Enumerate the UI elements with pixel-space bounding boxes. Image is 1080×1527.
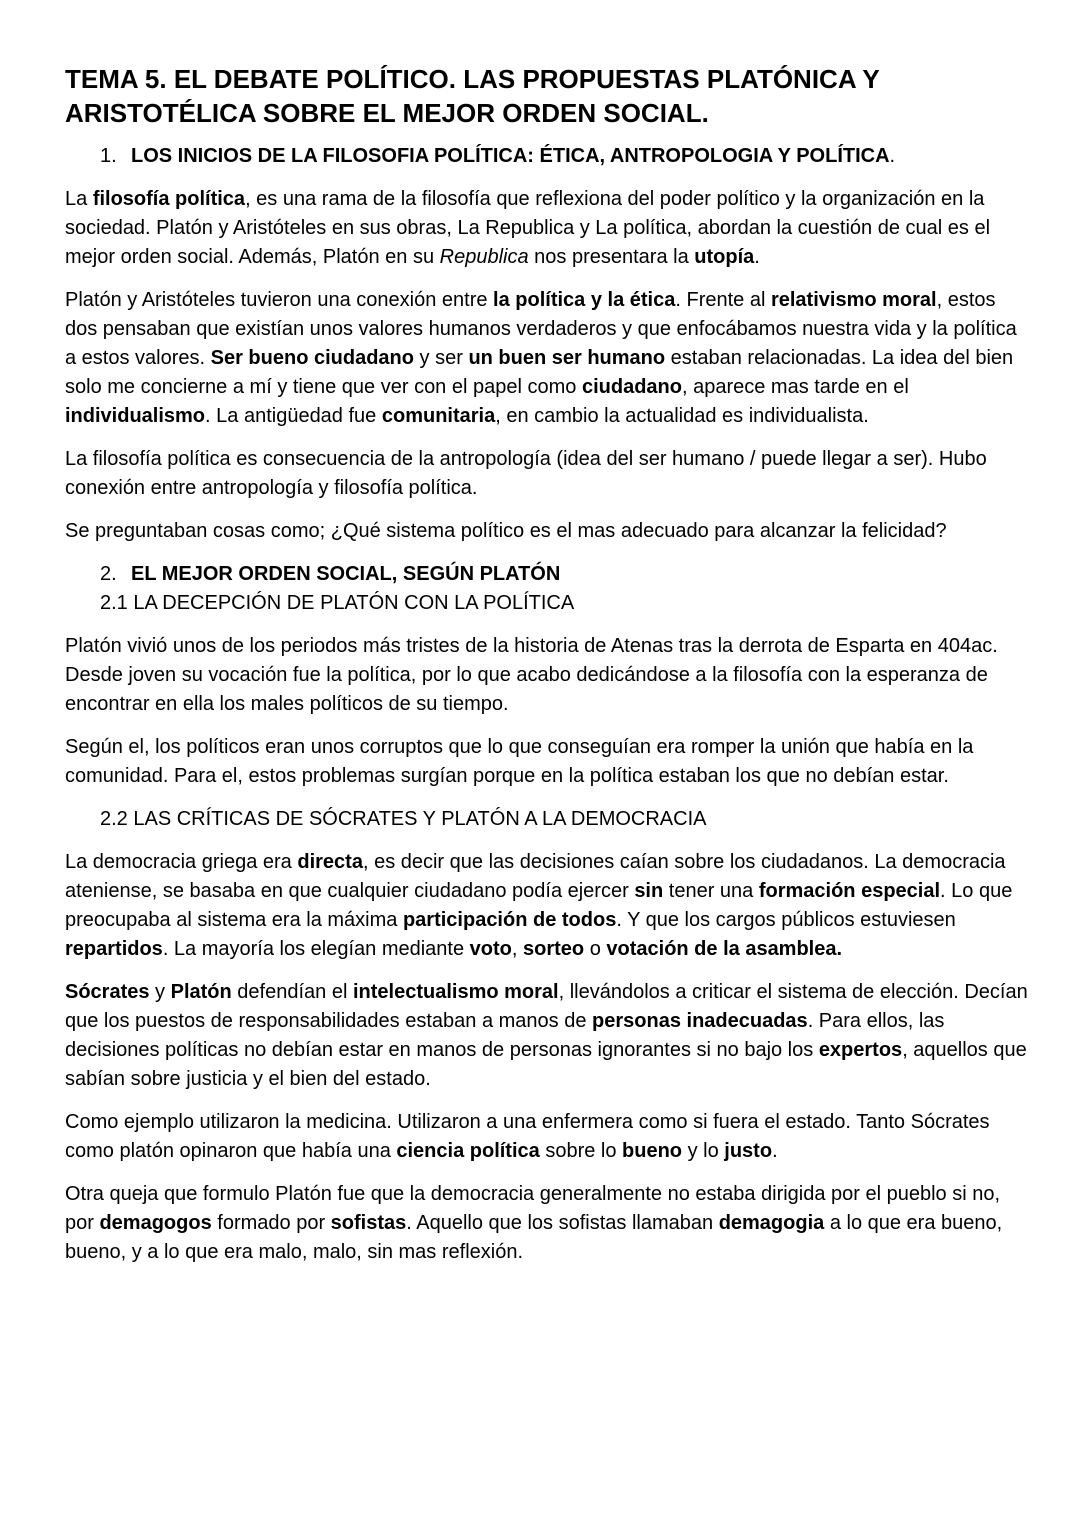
text-run: ,: [511, 938, 524, 960]
text-run: . Aquello que los sofistas llamaban: [406, 1212, 719, 1234]
text-run: nos presentara la: [528, 246, 695, 268]
text-run: y ser: [413, 347, 469, 369]
section-heading: [100, 560, 1030, 589]
text-run: y: [149, 981, 171, 1003]
bold-text: la política y la ética: [493, 289, 676, 311]
text-run: Como ejemplo utilizaron la medicina. Utilizaron a una enfermera como si fuera el estado. Tanto Sócrates como platón opinaron que había una: [65, 1111, 990, 1162]
paragraph: [65, 632, 1030, 719]
bold-text: bueno: [622, 1140, 683, 1162]
text-run: La: [65, 188, 93, 210]
bold-text: demagogos: [99, 1212, 212, 1234]
bold-text: utopía: [694, 246, 755, 268]
text-run: formado por: [211, 1212, 331, 1234]
paragraph: [65, 185, 1030, 272]
paragraph: [65, 517, 1030, 546]
text-run: La filosofía política es consecuencia de la antropología (idea del ser humano / puede llegar a ser). Hubo conexión entre antropología y filosofía política.: [65, 448, 987, 499]
subsection-heading: 2.2 LAS CRÍTICAS DE SÓCRATES Y PLATÓN A LA DEMOCRACIA: [100, 808, 707, 830]
text-run: , es decir que las decisiones caían sobre los ciudadanos. La democracia ateniense, se basaba en que cualquier ciudadano podía ejercer: [65, 851, 1006, 902]
text-run: sobre lo: [539, 1140, 623, 1162]
heading-text: EL MEJOR ORDEN SOCIAL, SEGÚN PLATÓN: [131, 563, 561, 585]
text-run: .: [754, 246, 760, 268]
text-run: . Para ellos, las decisiones políticas no debían estar en manos de personas ignorantes si no bajo los: [65, 1010, 945, 1061]
document-body: [65, 142, 1030, 1267]
heading-number: 2.: [100, 563, 117, 585]
bold-text: un buen ser humano: [468, 347, 666, 369]
bold-text: Ser bueno ciudadano: [210, 347, 414, 369]
bold-text: Sócrates: [65, 981, 150, 1003]
bold-text: filosofía política: [92, 188, 246, 210]
bold-text: relativismo moral: [770, 289, 937, 311]
text-run: La democracia griega era: [65, 851, 298, 873]
text-run: Platón vivió unos de los periodos más tristes de la historia de Atenas tras la derrota de Esparta en 404ac. Desde joven su vocación fue la política, por lo que acabo dedicándose a la filosofía con la esperanza de encontrar en ella los males políticos de su tiempo.: [65, 635, 998, 715]
text-run: . Lo que preocupaba al sistema era la máxima: [65, 880, 1013, 931]
paragraph: [65, 978, 1030, 1094]
paragraph: [65, 1108, 1030, 1166]
bold-text: justo: [724, 1140, 773, 1162]
italic-text: Republica: [439, 246, 529, 268]
bold-text: sofistas: [330, 1212, 407, 1234]
section-heading: [100, 142, 1030, 171]
paragraph: [65, 286, 1030, 431]
text-run: , aparece mas tarde en el: [681, 376, 909, 398]
text-run: estaban relacionadas. La idea del bien solo me concierne a mí y tiene que ver con el papel como: [65, 347, 1014, 398]
paragraph: [65, 1180, 1030, 1267]
bold-text: comunitaria: [381, 405, 496, 427]
paragraph: [65, 848, 1030, 964]
text-run: . La mayoría los elegían mediante: [162, 938, 470, 960]
bold-text: intelectualismo moral: [352, 981, 559, 1003]
bold-text: repartidos: [65, 938, 163, 960]
bold-text: voto: [469, 938, 512, 960]
text-run: , en cambio la actualidad es individualista.: [495, 405, 869, 427]
text-run: Según el, los políticos eran unos corruptos que lo que conseguían era romper la unión que había en la comunidad. Para el, estos problemas surgían porque en la política estaban los que no debían estar.: [65, 736, 974, 787]
text-run: Platón y Aristóteles tuvieron una conexión entre: [65, 289, 494, 311]
bold-text: votación de la asamblea.: [606, 938, 843, 960]
text-run: tener una: [663, 880, 759, 902]
paragraph: [65, 445, 1030, 503]
text-run: .: [772, 1140, 778, 1162]
bold-text: formación especial: [758, 880, 941, 902]
text-run: a lo que era bueno, bueno, y a lo que era malo, malo, sin mas reflexión.: [65, 1212, 1003, 1263]
bold-text: Platón: [170, 981, 232, 1003]
text-run: . La antigüedad fue: [205, 405, 382, 427]
text-run: . Y que los cargos públicos estuviesen: [616, 909, 956, 931]
text-run: y lo: [682, 1140, 725, 1162]
bold-text: expertos: [818, 1039, 903, 1061]
bold-text: individualismo: [65, 405, 206, 427]
subsection-heading: 2.1 LA DECEPCIÓN DE PLATÓN CON LA POLÍTICA: [100, 592, 575, 614]
heading-tail: .: [889, 145, 896, 167]
text-run: , es una rama de la filosofía que reflexiona del poder político y la organización en la sociedad. Platón y Aristóteles en sus obras, La Republica y La política, abordan la cuestión de cual es el mejor orden social. Además, Platón en su: [65, 188, 991, 268]
text-run: Se preguntaban cosas como; ¿Qué sistema político es el mas adecuado para alcanzar la felicidad?: [65, 520, 947, 542]
text-run: , estos dos pensaban que existían unos valores humanos verdaderos y que enfocábamos nuestra vida y la política a estos valores.: [65, 289, 1017, 369]
text-run: defendían el: [231, 981, 353, 1003]
heading-number: 1.: [100, 145, 117, 167]
text-run: , aquellos que sabían sobre justicia y el bien del estado.: [65, 1039, 1027, 1090]
bold-text: demagogia: [718, 1212, 825, 1234]
bold-text: directa: [297, 851, 363, 873]
bold-text: ciencia política: [396, 1140, 540, 1162]
text-run: . Frente al: [675, 289, 771, 311]
text-run: Otra queja que formulo Platón fue que la democracia generalmente no estaba dirigida por el pueblo si no, por: [65, 1183, 1001, 1234]
text-run: o: [584, 938, 607, 960]
heading-text: LOS INICIOS DE LA FILOSOFIA POLÍTICA: ÉTICA, ANTROPOLOGIA Y POLÍTICA: [131, 145, 890, 167]
bold-text: sorteo: [523, 938, 585, 960]
bold-text: participación de todos: [402, 909, 617, 931]
paragraph: [65, 733, 1030, 791]
bold-text: sin: [634, 880, 664, 902]
bold-text: personas inadecuadas: [592, 1010, 808, 1032]
text-run: , llevándolos a criticar el sistema de elección. Decían que los puestos de responsabilidades estaban a manos de: [65, 981, 1028, 1032]
bold-text: ciudadano: [581, 376, 682, 398]
document-title: TEMA 5. EL DEBATE POLÍTICO. LAS PROPUESTAS PLATÓNICA Y ARISTOTÉLICA SOBRE EL MEJOR ORDEN SOCIAL.: [65, 64, 880, 128]
